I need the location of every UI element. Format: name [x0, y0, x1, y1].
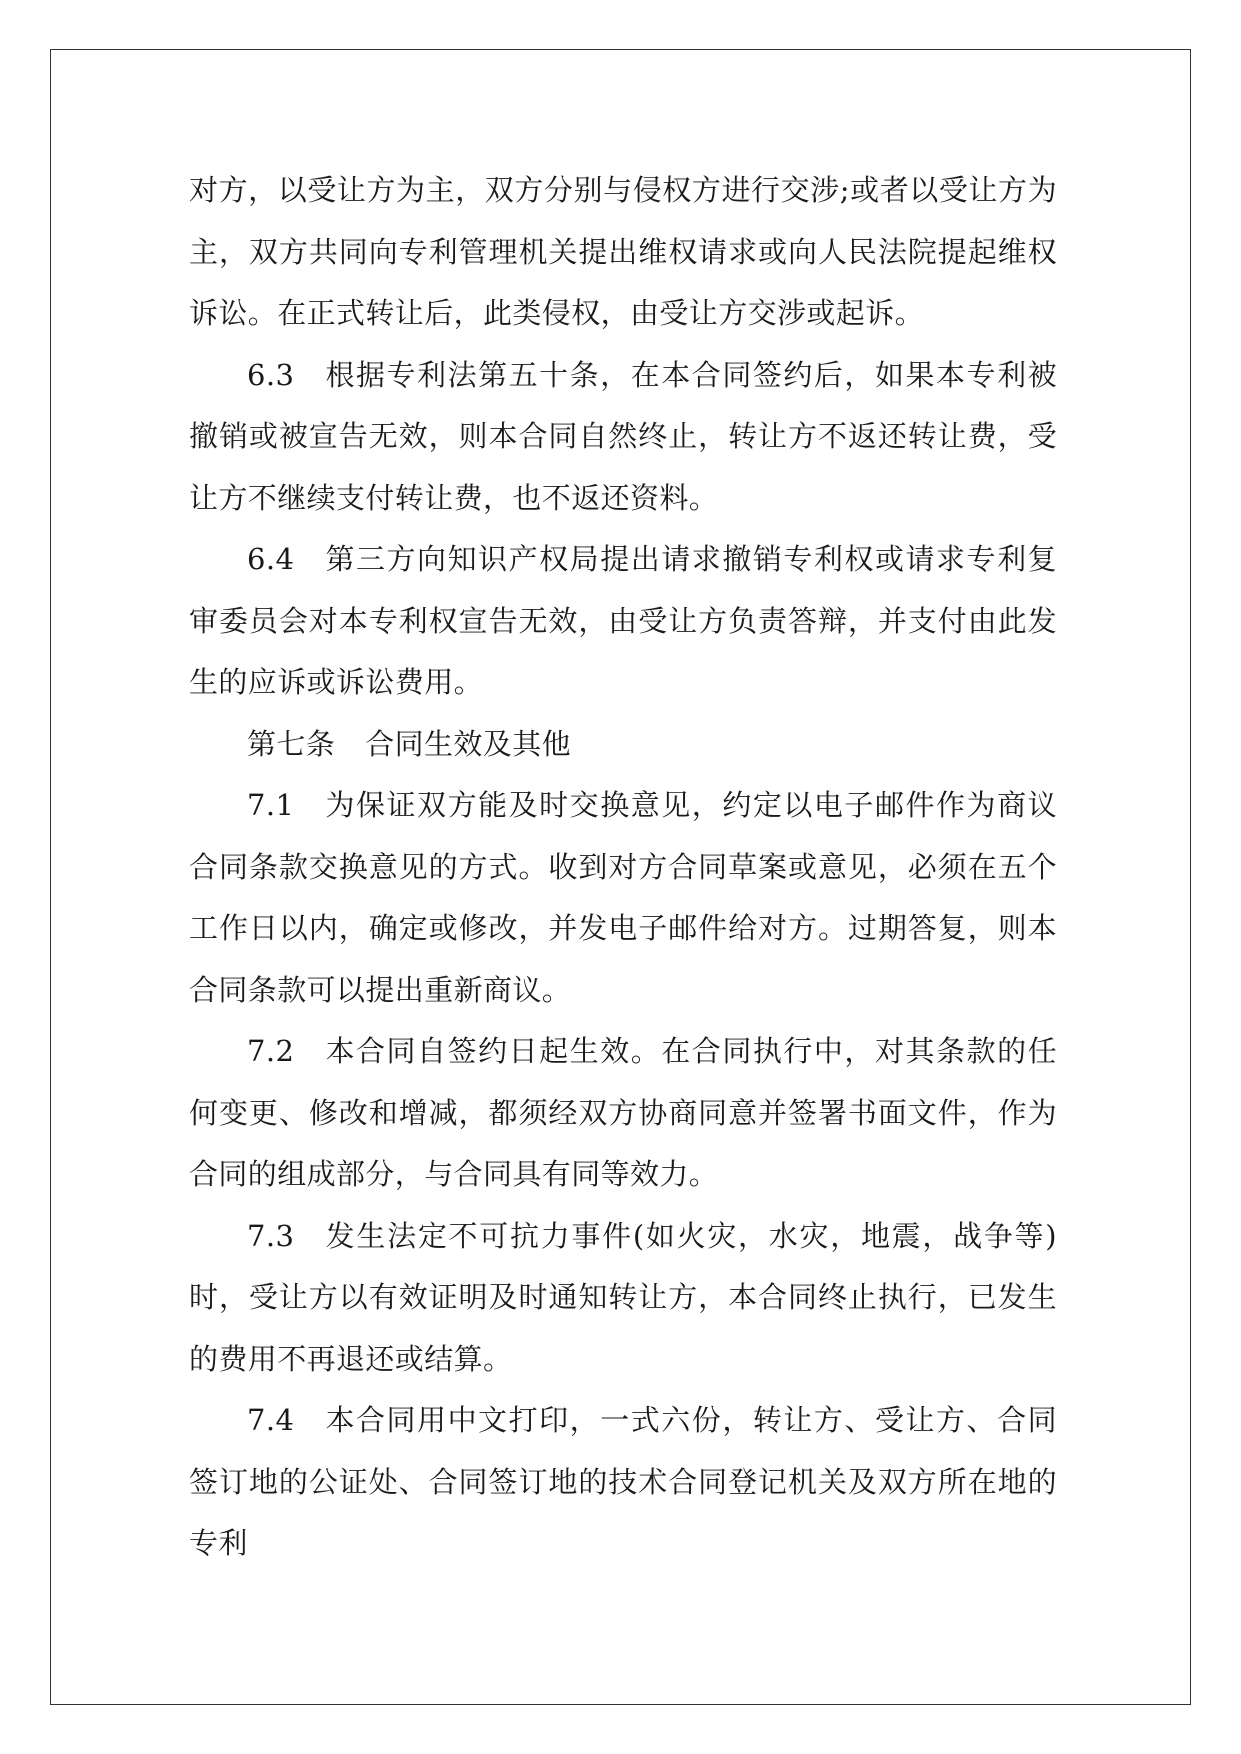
paragraph-continued — [189, 160, 1057, 345]
paragraph-text: 本合同自签约日起生效。在合同执行中，对其条款的任何变更、修改和增减，都须经双方协商同意并签署书面文件，作为合同的组成部分，与合同具有同等效力。 — [189, 1034, 1057, 1191]
article-7-heading — [189, 714, 1057, 776]
paragraph-6-4 — [189, 529, 1057, 714]
clause-number: 7.3 — [247, 1218, 295, 1253]
paragraph-7-3 — [189, 1206, 1057, 1391]
clause-number: 6.3 — [247, 357, 295, 392]
clause-number: 6.4 — [247, 542, 295, 576]
paragraph-text: 发生法定不可抗力事件(如火灾，水灾，地震，战争等)时，受让方以有效证明及时通知转让方，本合同终止执行，已发生的费用不再退还或结算。 — [189, 1218, 1057, 1376]
paragraph-text: 为保证双方能及时交换意见，约定以电子邮件作为商议合同条款交换意见的方式。收到对方合同草案或意见，必须在五个工作日以内，确定或修改，并发电子邮件给对方。过期答复，则本合同条款可以提出重新商议。 — [189, 788, 1057, 1007]
paragraph-7-1 — [189, 775, 1057, 1021]
article-number: 第七条 — [247, 726, 336, 761]
clause-number: 7.1 — [247, 788, 295, 822]
paragraph-text: 第三方向知识产权局提出请求撤销专利权或请求专利复审委员会对本专利权宣告无效，由受让方负责答辩，并支付由此发生的应诉或诉讼费用。 — [189, 542, 1057, 699]
paragraph-7-4 — [189, 1390, 1057, 1575]
clause-number: 7.2 — [247, 1034, 295, 1068]
paragraph-7-2 — [189, 1021, 1057, 1206]
article-title: 合同生效及其他 — [365, 726, 572, 761]
paragraph-text: 对方，以受让方为主，双方分别与侵权方进行交涉;或者以受让方为主，双方共同向专利管理机关提出维权请求或向人民法院提起维权诉讼。在正式转让后，此类侵权，由受让方交涉或起诉。 — [189, 173, 1057, 330]
clause-number: 7.4 — [247, 1403, 295, 1437]
paragraph-text: 根据专利法第五十条，在本合同签约后，如果本专利被撤销或被宣告无效，则本合同自然终止，转让方不返还转让费，受让方不继续支付转让费，也不返还资料。 — [189, 357, 1057, 515]
document-body — [189, 160, 1057, 1575]
paragraph-6-3 — [189, 345, 1057, 530]
paragraph-text: 本合同用中文打印，一式六份，转让方、受让方、合同签订地的公证处、合同签订地的技术合同登记机关及双方所在地的专利 — [189, 1403, 1057, 1560]
